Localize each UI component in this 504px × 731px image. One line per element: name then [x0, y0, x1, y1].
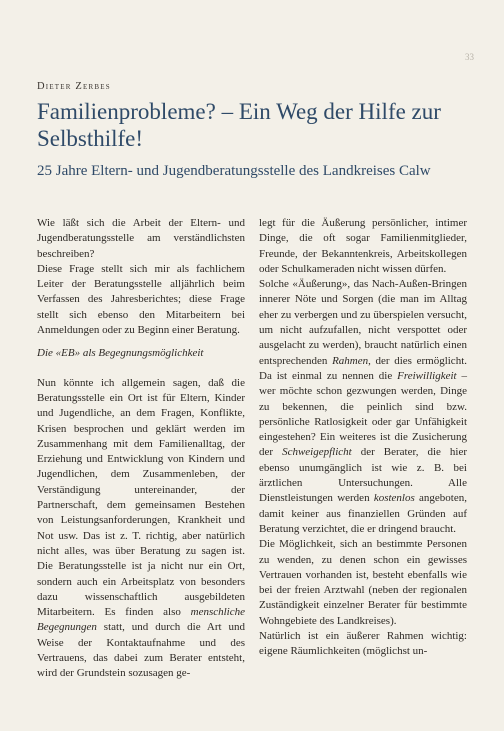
article-subtitle: 25 Jahre Eltern- und Jugendberatungsstelle des Landkreises Calw — [37, 163, 431, 179]
article-title: Familienprobleme? – Ein Weg der Hilfe zur Selbsthilfe! — [37, 99, 441, 151]
emphasis: menschliche Begegnungen — [37, 606, 245, 634]
text-run: der Berater, die hier ebenso unumgänglich ist wie z. B. bei ärztlichen Untersuchungen. Alle Dienstleistungen werden — [259, 446, 468, 505]
right-column — [259, 216, 467, 660]
text-run: – wer möchte schon gezwungen werden, Dinge zu bekennen, die peinlich sind bzw. persönliche Ratlosigkeit oder gar Unfähigkeit eingestehen? Ein weiteres ist die Zusicherung der — [259, 369, 467, 459]
emphasis: Schweigepflicht — [282, 446, 352, 459]
paragraph — [259, 277, 467, 537]
text-run: angeboten, damit keiner aus finanziellen Gründen auf Beratung verzichtet, die er dringend braucht. — [259, 492, 467, 535]
text-run: statt, und durch die Art und Weise der Kontaktaufnahme und des Vertrauens, das dabei zum Berater entsteht, wird der Grundstein sozusagen ge- — [37, 621, 245, 680]
paragraph: legt für die Äußerung persönlicher, intimer Dinge, die oft sogar Familienmitglieder, Freunde, der Bekanntenkreis, Arbeitskollegen oder Schulkameraden nicht wissen dürfen. — [259, 217, 467, 275]
emphasis: Freiwilligkeit — [397, 369, 457, 382]
paragraph: Die Möglichkeit, sich an bestimmte Personen zu wenden, zu denen schon ein gewisses Vertrauen vorhanden ist, besteht ebenfalls wie bei der freien Arztwahl (neben der regionalen Zuständigkeit einzelner Berater für bestimmte Wohngebiete des Landkreises). — [259, 538, 467, 627]
paragraph: Natürlich ist ein äußerer Rahmen wichtig: eigene Räumlichkeiten (möglichst un- — [259, 630, 467, 658]
author-name: Dieter Zerbes — [37, 81, 111, 92]
section-heading: Die «EB» als Begegnungsmöglichkeit — [37, 347, 204, 360]
left-column — [37, 216, 245, 682]
paragraph — [37, 376, 245, 682]
paragraph: Wie läßt sich die Arbeit der Eltern- und Jugendberatungsstelle am verständlichsten beschreiben? — [37, 217, 245, 260]
emphasis: Rahmen — [332, 354, 369, 367]
text-run: Nun könnte ich allgemein sagen, daß die Beratungsstelle ein Ort ist für Eltern, Kinder und Jugendliche, an dem Fragen, Konflikte, Krisen besprochen und geklärt werden im Zusammenhang mit dem Familienalltag, der Erziehung und Entwicklung von Kindern und Jugendlichen, dem Zusammenleben, der Verständigung untereinander, der Partnerschaft, dem gemeinsamen Bestehen von Leistungsanforderungen, Krankheit und Not usw. Das ist z. T. richtig, aber natürlich nicht alles, was über Beratung zu sagen ist. Die Beratungsstelle ist ja nicht nur ein Ort, sondern auch ein Arbeitsplatz von besonders dazu wissenschaftlich ausgebildeten Mitarbeitern. Es finden also — [37, 376, 245, 619]
paragraph: Diese Frage stellt sich mir als fachlichem Leiter der Beratungsstelle alljährlich beim Verfassen des Jahresberichtes; diese Frage stellt sich ebenso den Mitarbeitern bei Anmeldungen oder zu Beginn einer Beratung. — [37, 262, 245, 337]
text-run: Solche «Äußerung», das Nach-Außen-Bringen innerer Nöte und Sorgen (die man im Alltag eher zu verbergen und zu überspielen versucht, um nicht aufzufallen, nicht verspottet oder ausgelacht zu werden), braucht natürlich einen entsprechenden — [259, 278, 467, 367]
text-run: , der dies ermöglicht. Da ist einmal zu nennen die — [259, 354, 467, 382]
emphasis: kostenlos — [373, 492, 415, 505]
page-number: 33 — [465, 52, 474, 62]
